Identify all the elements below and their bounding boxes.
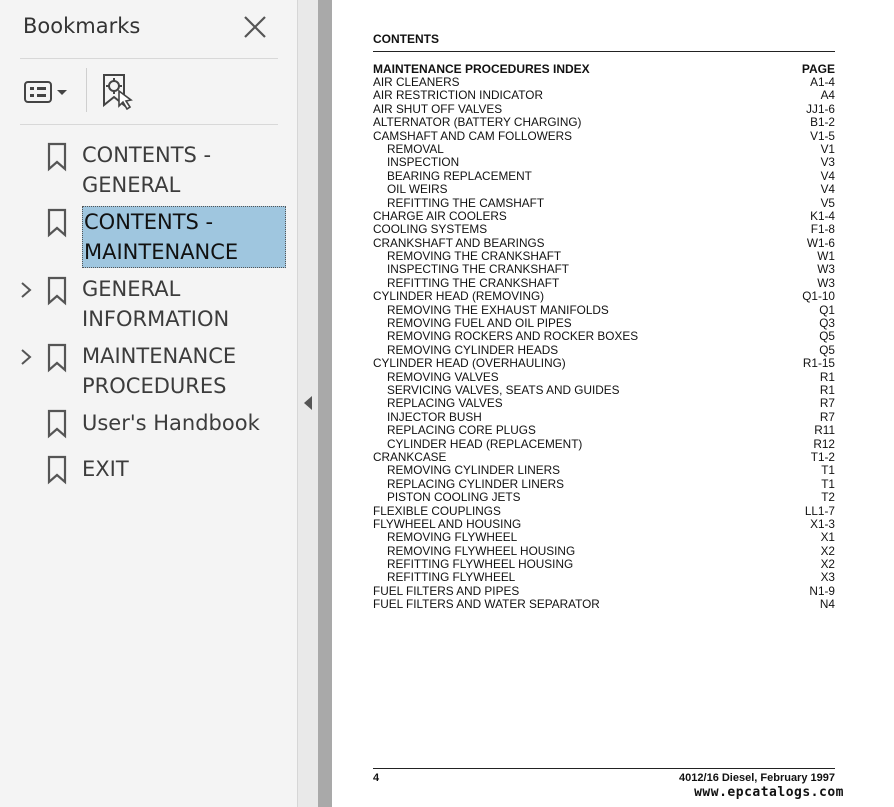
toc-entry[interactable] (373, 357, 835, 370)
toc-entry-title: REFITTING FLYWHEEL HOUSING (387, 557, 574, 572)
toc-entry-title: FUEL FILTERS AND WATER SEPARATOR (373, 597, 600, 612)
toc-entry-page: T1 (821, 476, 835, 491)
bookmark-contents-general[interactable] (0, 140, 298, 202)
bookmark-label: MAINTENANCE PROCEDURES (82, 344, 237, 398)
page-column-header: PAGE (801, 62, 835, 76)
toc-entry[interactable] (373, 344, 835, 357)
heading-rule (373, 51, 835, 52)
toc-entry[interactable] (373, 505, 835, 518)
toc-entry-page: W3 (817, 275, 835, 290)
bookmarks-panel (0, 0, 298, 807)
toc-entry-title: AIR RESTRICTION INDICATOR (373, 88, 543, 103)
bookmark-icon (47, 409, 67, 439)
toc-entry-page: R1-15 (802, 356, 835, 371)
toc-entry-page: N1-9 (809, 583, 835, 598)
toc-entry[interactable] (373, 491, 835, 504)
toc-entry-page: V1-5 (810, 128, 835, 143)
bookmark-general-information[interactable] (0, 274, 298, 336)
toc-entry[interactable] (373, 384, 835, 397)
toc-entry-page: R12 (813, 436, 835, 451)
divider (20, 124, 278, 125)
toc-entry[interactable] (373, 478, 835, 491)
bookmark-contents-maintenance[interactable] (0, 206, 298, 268)
toc-entry[interactable] (373, 424, 835, 437)
toc-entry[interactable] (373, 317, 835, 330)
toc-entry[interactable] (373, 76, 835, 89)
toc-entry-title: REPLACING CYLINDER LINERS (387, 476, 564, 491)
bookmark-icon (47, 142, 67, 172)
toc-entry-title: REMOVING CYLINDER HEADS (387, 342, 559, 357)
toc-entry[interactable] (373, 571, 835, 584)
toc-entry-title: REMOVING THE EXHAUST MANIFOLDS (387, 302, 609, 317)
toc-entry[interactable] (373, 464, 835, 477)
toc-entry-title: INJECTOR BUSH (387, 409, 482, 424)
footer-page-number: 4 (373, 772, 380, 784)
toc-entry-title: REMOVING FLYWHEEL (387, 530, 518, 545)
toc-entry-title: PISTON COOLING JETS (387, 490, 521, 505)
toc-entry[interactable] (373, 143, 835, 156)
toc-entry[interactable] (373, 438, 835, 451)
toc-entry-title: REPLACING CORE PLUGS (387, 423, 536, 438)
toc-entry[interactable] (373, 371, 835, 384)
toc-entry-page: T1 (821, 463, 835, 478)
toc-entry-page: X2 (820, 543, 835, 558)
bookmark-users-handbook[interactable] (0, 408, 298, 440)
toc-entry-page: V1 (820, 141, 835, 156)
options-menu-icon (22, 76, 70, 108)
toc-entry-page: T1-2 (810, 449, 835, 464)
toc-entry-title: CAMSHAFT AND CAM FOLLOWERS (373, 128, 573, 143)
bookmark-icon (47, 455, 67, 485)
toc-entry[interactable] (373, 237, 835, 250)
toc-entry-title: ALTERNATOR (BATTERY CHARGING) (373, 115, 582, 130)
toc-entry-page: A1-4 (810, 75, 835, 89)
toc-entry-title: REMOVING VALVES (387, 369, 499, 384)
toc-entry[interactable] (373, 116, 835, 129)
toc-entry-page: W1-6 (806, 235, 835, 250)
toc-entry[interactable] (373, 103, 835, 116)
toc-entry-page: JJ1-6 (806, 101, 835, 116)
toc-entry-page: V3 (820, 155, 835, 170)
toc-entry-title: FLYWHEEL AND HOUSING (373, 516, 522, 531)
toc-entry-page: X1-3 (810, 516, 835, 531)
bookmark-label: EXIT (82, 457, 129, 481)
toc-entry[interactable] (373, 330, 835, 343)
toc-entry-page: Q1-10 (802, 289, 835, 304)
panel-title: Bookmarks (23, 14, 141, 38)
toc-entry-title: SERVICING VALVES, SEATS AND GUIDES (387, 382, 620, 397)
toc-entry-title: FLEXIBLE COUPLINGS (373, 503, 501, 518)
bookmark-label: CONTENTS - GENERAL (82, 143, 212, 197)
bookmark-icon (47, 276, 67, 306)
toc-entry-page: F1-8 (810, 222, 835, 237)
toc-entry[interactable] (373, 197, 835, 210)
bookmark-maintenance-procedures[interactable] (0, 341, 298, 403)
toc-entry[interactable] (373, 545, 835, 558)
bookmark-label: User's Handbook (82, 411, 260, 435)
toc-entry[interactable] (373, 183, 835, 196)
toc-entry-page: Q3 (819, 316, 835, 331)
toc-entry-page: R7 (819, 396, 835, 411)
chevron-right-icon[interactable] (18, 347, 34, 367)
toc-entry-page: X2 (820, 557, 835, 572)
find-bookmark-icon (100, 72, 136, 110)
toc-entry-title: CRANKSHAFT AND BEARINGS (373, 235, 545, 250)
toc-entry-title: REMOVING ROCKERS AND ROCKER BOXES (387, 329, 639, 344)
toc-entry-page: K1-4 (810, 208, 835, 223)
toc-entry-title: FUEL FILTERS AND PIPES (373, 583, 520, 598)
toc-entry-title: REMOVING THE CRANKSHAFT (387, 249, 562, 264)
toc-entry-page: B1-2 (810, 115, 835, 130)
toc-entry[interactable] (373, 451, 835, 464)
find-bookmark-button[interactable] (100, 72, 136, 110)
footer-rule (373, 768, 835, 769)
bookmark-label-selected: CONTENTS - MAINTENANCE (82, 206, 286, 268)
toc-entry-title: CHARGE AIR COOLERS (373, 208, 507, 223)
toc-entry[interactable] (373, 585, 835, 598)
toc-entry-title: REPLACING VALVES (387, 396, 503, 411)
toc-entry[interactable] (373, 210, 835, 223)
toc-entry-page: V4 (820, 168, 835, 183)
toc-entry-title: REMOVAL (387, 141, 444, 156)
toc-entry[interactable] (373, 304, 835, 317)
toc-entry[interactable] (373, 170, 835, 183)
toc-entry-title: AIR SHUT OFF VALVES (373, 101, 503, 116)
toc-entry[interactable] (373, 250, 835, 263)
bookmark-icon (47, 208, 67, 238)
toc-entry[interactable] (373, 156, 835, 169)
toc-entry[interactable] (373, 397, 835, 410)
toc-entry-title: REMOVING CYLINDER LINERS (387, 463, 561, 478)
toc-entry[interactable] (373, 223, 835, 236)
toc-entry-page: A4 (820, 88, 835, 103)
toc-entry-page: R1 (819, 369, 835, 384)
toc-entry-page: X3 (820, 570, 835, 585)
toc-entry[interactable] (373, 277, 835, 290)
index-title: MAINTENANCE PROCEDURES INDEX (373, 62, 590, 76)
divider (20, 58, 278, 59)
toc-entry-page: R1 (819, 382, 835, 397)
page-footer (373, 768, 835, 784)
toc-entry-page: R11 (814, 423, 835, 438)
document-page (332, 0, 894, 807)
toc-entry[interactable] (373, 89, 835, 102)
toc-entry-title: BEARING REPLACEMENT (387, 168, 532, 183)
toc-entry-title: REMOVING FLYWHEEL HOUSING (387, 543, 576, 558)
bookmark-label: GENERAL INFORMATION (82, 277, 230, 331)
footer-title: 4012/16 Diesel, February 1997 (679, 772, 835, 784)
toc-entry[interactable] (373, 598, 835, 611)
toc-entry-title: CYLINDER HEAD (OVERHAULING) (373, 356, 566, 371)
toc-entry-title: REFITTING THE CAMSHAFT (387, 195, 545, 210)
toc-entry-title: REMOVING FUEL AND OIL PIPES (387, 316, 572, 331)
toc-entry-title: CRANKCASE (373, 449, 447, 464)
toc-entry-page: W3 (817, 262, 835, 277)
toc-entry-page: N4 (819, 597, 835, 612)
toc-entry-title: COOLING SYSTEMS (373, 222, 488, 237)
toc-entry-page: LL1-7 (804, 503, 835, 518)
toc-entry[interactable] (373, 531, 835, 544)
toc-entry[interactable] (373, 290, 835, 303)
bookmark-icon (47, 343, 67, 373)
bookmark-exit[interactable] (0, 454, 298, 486)
page-gutter (318, 0, 332, 807)
toc-entry[interactable] (373, 130, 835, 143)
toc-entry[interactable] (373, 411, 835, 424)
chevron-right-icon[interactable] (18, 280, 34, 300)
toc-entry-title: INSPECTION (387, 155, 460, 170)
watermark: www.epcatalogs.com (694, 785, 844, 800)
toc-list (373, 76, 835, 612)
toc-entry-page: T2 (821, 490, 835, 505)
toc-entry-page: R7 (819, 409, 835, 424)
toc-entry-title: OIL WEIRS (387, 182, 448, 197)
toc-header (373, 62, 835, 76)
toc-entry-title: CYLINDER HEAD (REMOVING) (373, 289, 545, 304)
toc-entry-title: REFITTING THE CRANKSHAFT (387, 275, 560, 290)
close-icon[interactable] (240, 12, 270, 42)
page-heading: CONTENTS (373, 32, 439, 46)
chevron-left-icon (302, 394, 314, 412)
toc-entry-page: X1 (820, 530, 835, 545)
toc-entry-title: REFITTING FLYWHEEL (387, 570, 516, 585)
toc-entry-title: INSPECTING THE CRANKSHAFT (387, 262, 569, 277)
collapse-panel-button[interactable] (302, 394, 314, 412)
toc-entry-page: V5 (820, 195, 835, 210)
toc-entry[interactable] (373, 518, 835, 531)
toolbar-divider (86, 68, 87, 112)
toc-entry-title: CYLINDER HEAD (REPLACEMENT) (387, 436, 583, 451)
toc-entry-page: Q5 (819, 342, 835, 357)
toc-entry-title: AIR CLEANERS (373, 75, 460, 89)
toc-entry[interactable] (373, 263, 835, 276)
options-menu-button[interactable] (22, 76, 70, 108)
toc-entry-page: W1 (817, 249, 835, 264)
toc-entry-page: Q1 (819, 302, 835, 317)
toc-entry[interactable] (373, 558, 835, 571)
toc-entry-page: V4 (820, 182, 835, 197)
toc-entry-page: Q5 (819, 329, 835, 344)
